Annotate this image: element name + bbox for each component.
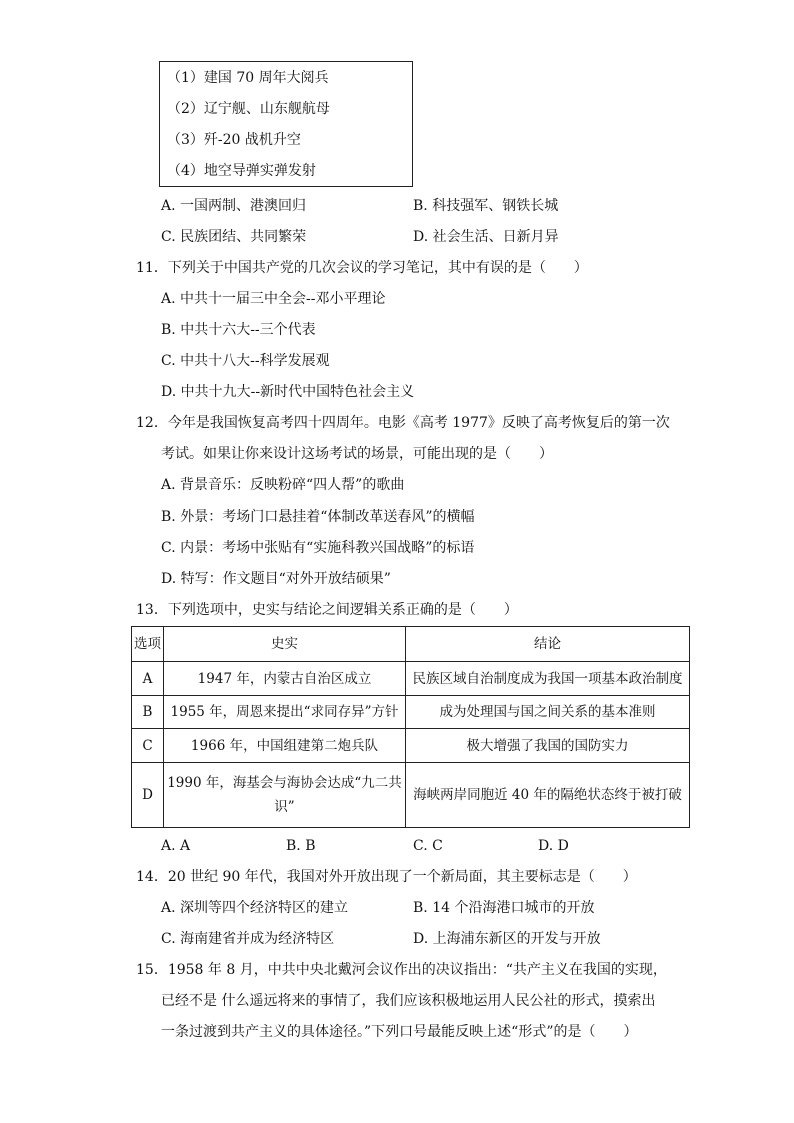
q15-stem-line2: 已经不是 什么遥远将来的事情了，我们应该积极地运用人民公社的形式，摸索出 xyxy=(161,993,656,1009)
q11-option-b[interactable]: B. 中共十六大--三个代表 xyxy=(161,322,316,338)
q13-option-b[interactable]: B. B xyxy=(286,838,316,854)
q12-option-c[interactable]: C. 内景：考场中张贴有“实施科教兴国战略”的标语 xyxy=(161,540,475,556)
q15-stem-line1: 15．1958 年 8 月，中共中央北戴河会议作出的决议指出：“共产主义在我国的实现， xyxy=(136,962,667,978)
table-row xyxy=(132,729,690,763)
q10-option-a[interactable]: A. 一国两制、港澳回归 xyxy=(161,198,307,214)
q13-option-d[interactable]: D. D xyxy=(538,838,569,854)
q11-option-c[interactable]: C. 中共十八大--科学发展观 xyxy=(161,353,330,369)
q14-option-d[interactable]: D. 上海浦东新区的开发与开放 xyxy=(413,931,601,947)
table-row xyxy=(132,662,690,696)
row-fact-line: 识” xyxy=(274,799,295,815)
q10-box-item: （2）辽宁舰、山东舰航母 xyxy=(167,101,330,117)
q10-option-d[interactable]: D. 社会生活、日新月异 xyxy=(413,229,559,245)
row-fact: 1966 年，中国组建第二炮兵队 xyxy=(164,729,406,763)
row-conclusion: 成为处理国与国之间关系的基本准则 xyxy=(406,696,690,729)
q14-option-b[interactable]: B. 14 个沿海港口城市的开放 xyxy=(413,900,595,916)
table-row xyxy=(132,763,690,828)
row-fact xyxy=(164,763,406,828)
q14-option-c[interactable]: C. 海南建省并成为经济特区 xyxy=(161,931,335,947)
q10-option-b[interactable]: B. 科技强军、钢铁长城 xyxy=(413,198,559,214)
row-conclusion: 民族区域自治制度成为我国一项基本政治制度 xyxy=(406,662,690,696)
q12-option-a[interactable]: A. 背景音乐：反映粉碎“四人帮”的歌曲 xyxy=(161,477,405,493)
q12-option-d[interactable]: D. 特写：作文题目“对外开放结硕果” xyxy=(161,571,391,587)
q10-box-item: （1）建国 70 周年大阅兵 xyxy=(167,70,329,86)
row-option: D xyxy=(132,763,164,828)
header-conclusion: 结论 xyxy=(406,627,690,662)
header-fact: 史实 xyxy=(164,627,406,662)
row-option: C xyxy=(132,729,164,763)
row-fact: 1947 年，内蒙古自治区成立 xyxy=(164,662,406,696)
q10-box-item: （4）地空导弹实弹发射 xyxy=(167,163,316,179)
q13-option-a[interactable]: A. A xyxy=(161,838,191,854)
row-conclusion: 海峡两岸同胞近 40 年的隔绝状态终于被打破 xyxy=(406,763,690,828)
q13-table xyxy=(131,626,690,828)
q12-stem-line2: 考试。如果让你来设计这场考试的场景，可能出现的是（ ） xyxy=(161,446,553,462)
row-option: A xyxy=(132,662,164,696)
q14-stem: 14．20 世纪 90 年代，我国对外开放出现了一个新局面，其主要标志是（ ） xyxy=(136,869,637,885)
q13-option-c[interactable]: C. C xyxy=(413,838,443,854)
row-fact: 1955 年，周恩来提出“求同存异”方针 xyxy=(164,696,406,729)
q11-option-d[interactable]: D. 中共十九大--新时代中国特色社会主义 xyxy=(161,384,415,400)
row-conclusion: 极大增强了我国的国防实力 xyxy=(406,729,690,763)
header-option: 选项 xyxy=(132,627,164,662)
q13-stem: 13．下列选项中，史实与结论之间逻辑关系正确的是（ ） xyxy=(136,602,518,618)
q12-stem-line1: 12．今年是我国恢复高考四十四周年。电影《高考 1977》反映了高考恢复后的第一次 xyxy=(136,415,670,431)
q11-option-a[interactable]: A. 中共十一届三中全会--邓小平理论 xyxy=(161,291,386,307)
q11-stem: 11．下列关于中国共产党的几次会议的学习笔记，其中有误的是（ ） xyxy=(136,260,588,276)
row-fact-line: 1990 年，海基会与海协会达成“九二共 xyxy=(167,775,402,791)
q15-stem-line3: 一条过渡到共产主义的具体途径。”下列口号最能反映上述“形式”的是（ ） xyxy=(161,1024,638,1040)
table-header-row xyxy=(132,627,690,662)
table-row xyxy=(132,696,690,729)
row-option: B xyxy=(132,696,164,729)
q12-option-b[interactable]: B. 外景：考场门口悬挂着“体制改革送春风”的横幅 xyxy=(161,509,475,525)
q10-box-item: （3）歼-20 战机升空 xyxy=(167,132,301,148)
q10-option-c[interactable]: C. 民族团结、共同繁荣 xyxy=(161,229,307,245)
q14-option-a[interactable]: A. 深圳等四个经济特区的建立 xyxy=(161,900,349,916)
